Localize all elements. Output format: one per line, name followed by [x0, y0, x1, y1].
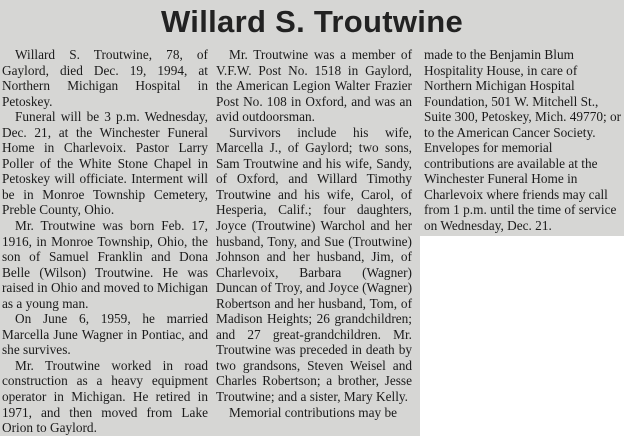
- column-3: [424, 47, 622, 234]
- paragraph-survivors: Survivors include his wife, Marcella J., of Gaylord; two sons, Sam Troutwine and his wife, Sandy, of Oxford, and Willard Timothy Troutwine and his wife, Carol, of Hesperia, Calif.; four daughters, Joyce (Troutwine) Warchol and her husband, Tony, and Sue (Troutwine) Johnson and her husband, Jim, of Charlevoix, Barbara (Wagner) Duncan of Troy, and Joyce (Wagner) Robertson and her husband, Tom, of Madison Heights; 26 grandchildren; and 27 great-grandchildren. Mr. Troutwine was preceded in death by two grandsons, Steven Weisel and Charles Robertson; a brother, Jesse Troutwine; and a sister, Mary Kelly.: [216, 124, 412, 405]
- blank-area: [420, 236, 624, 436]
- paragraph-memorials-start: Memorial contributions may be: [229, 404, 398, 420]
- paragraph-career: Mr. Troutwine worked in road construction as a heavy equipment operator in Michigan. He retired in 1971, and then moved from Lake Orion to Gaylord.: [2, 357, 208, 436]
- column-2: [216, 47, 412, 420]
- paragraph-marriage: On June 6, 1959, he married Marcella June Wagner in Pontiac, and she survives.: [2, 311, 208, 358]
- paragraph-memorials-continued: made to the Benjamin Blum Hospitality House, in care of Northern Michigan Hospital Foundation, 501 W. Mitchell St., Suite 300, Petoskey, Mich. 49770; or to the American Cancer Society. Envelopes for memorial contributions are available at the Winchester Funeral Home in Charlevoix where friends may call from 1 p.m. until the time of service on Wednesday, Dec. 21.: [424, 47, 622, 234]
- obituary-headline: Willard S. Troutwine: [161, 4, 463, 39]
- paragraph-birth: Mr. Troutwine was born Feb. 17, 1916, in Monroe Township, Ohio, the son of Samuel Franklin and Dona Belle (Wilson) Troutwine. He was raised in Ohio and moved to Michigan as a young man.: [2, 218, 208, 311]
- column-1: [2, 47, 208, 436]
- paragraph-funeral: Funeral will be 3 p.m. Wednesday, Dec. 21, at the Winchester Funeral Home in Charlevoix. Pastor Larry Poller of the White Stone Chapel in Petoskey will officiate. Interment will be in Monroe Township Cemetery, Preble County, Ohio.: [2, 109, 208, 218]
- paragraph-death-notice: Willard S. Troutwine, 78, of Gaylord, died Dec. 19, 1994, at Northern Michigan Hospital in Petoskey.: [2, 47, 208, 109]
- paragraph-memberships: Mr. Troutwine was a member of V.F.W. Post No. 1518 in Gaylord, the American Legion Walter Frazier Post No. 108 in Oxford, and was an avid outdoorsman.: [216, 47, 412, 125]
